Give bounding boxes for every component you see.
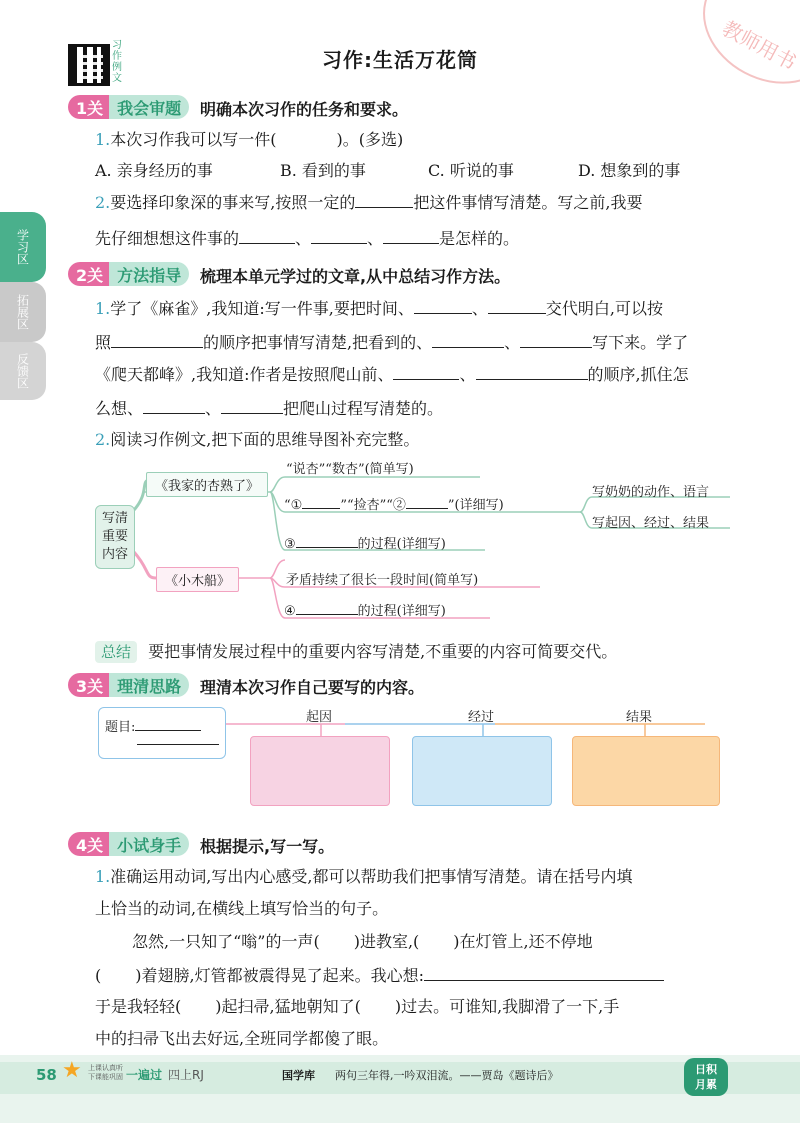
blank[interactable] xyxy=(111,330,203,348)
s1-q1: 1.本次习作我可以写一件( )。(多选) xyxy=(95,130,404,149)
mm-b1-right2: 写起因、经过、结果 xyxy=(592,516,710,531)
section1-desc: 明确本次习作的任务和要求。 xyxy=(200,100,409,119)
section2-number: 2关 xyxy=(68,262,109,286)
daily-badge: 日积 月累 xyxy=(684,1058,728,1096)
section3-number: 3关 xyxy=(68,673,109,697)
blank[interactable] xyxy=(311,226,367,244)
tab-study[interactable]: 学习区 xyxy=(0,212,46,282)
section4-desc: 根据提示,写一写。 xyxy=(200,837,335,856)
teacher-stamp: 教师用书 xyxy=(682,0,800,106)
s2-q1-line2: 照 的顺序把事情写清楚,把看到的、 、 写下来。学了 xyxy=(95,330,688,355)
section2-desc: 梳理本单元学过的文章,从中总结习作方法。 xyxy=(200,267,511,286)
blank[interactable] xyxy=(393,362,459,380)
section2-badge xyxy=(68,262,189,286)
cause-box[interactable] xyxy=(250,736,390,806)
s2-q1-line1: 1.学了《麻雀》,我知道:写一件事,要把时间、 、 交代明白,可以按 xyxy=(95,296,663,321)
mm-b1-line2: “① ”“捡杏”“② ”(详细写) xyxy=(284,494,504,513)
book-boat: 《小木船》 xyxy=(156,567,239,592)
passage-line3: 于是我轻轻( )起扫帚,猛地朝知了( )过去。可谁知,我脚滑了一下,手 xyxy=(95,997,620,1016)
blank[interactable] xyxy=(296,601,358,615)
summary-label: 总结 xyxy=(95,641,137,663)
mind-map-center: 写清重要内容 xyxy=(95,505,135,569)
section1-name: 我会审题 xyxy=(109,95,189,119)
s2-q1-line4: 么想、 、 把爬山过程写清楚的。 xyxy=(95,396,443,421)
blank[interactable] xyxy=(520,330,592,348)
blank[interactable] xyxy=(143,396,205,414)
summary-text: 要把事情发展过程中的重要内容写清楚,不重要的内容可简要交代。 xyxy=(148,642,618,661)
s1-option-c: C. 听说的事 xyxy=(428,161,514,180)
lib-label: 国学库 xyxy=(282,1069,315,1082)
page-title: 习作:生活万花筒 xyxy=(322,48,478,72)
result-label: 结果 xyxy=(626,710,653,725)
s1-q2-line1: 2.要选择印象深的事来写,按照一定的 把这件事情写清楚。写之前,我要 xyxy=(95,190,642,215)
summary xyxy=(95,640,617,664)
blank[interactable] xyxy=(414,296,472,314)
section3-desc: 理清本次习作自己要写的内容。 xyxy=(200,678,425,697)
section4-badge xyxy=(68,832,189,856)
mm-b2-line1: 矛盾持续了很长一段时间(简单写) xyxy=(286,573,479,588)
star-icon: ★ xyxy=(62,1058,82,1083)
s1-q2-line2: 先仔细想想这件事的 、 、 是怎样的。 xyxy=(95,226,519,251)
s4-q1-line1: 1.准确运用动词,写出内心感受,都可以帮助我们把事情写清楚。请在括号内填 xyxy=(95,867,633,886)
blank[interactable] xyxy=(406,495,448,509)
process-label: 经过 xyxy=(468,710,495,725)
passage-line4: 中的扫帚飞出去好远,全班同学都傻了眼。 xyxy=(95,1029,389,1048)
s1-option-a: A. 亲身经历的事 xyxy=(95,161,213,180)
mm-b1-right1: 写奶奶的动作、语言 xyxy=(592,485,710,500)
s1-option-b: B. 看到的事 xyxy=(280,161,366,180)
section2-name: 方法指导 xyxy=(109,262,189,286)
section3-name: 理清思路 xyxy=(109,673,189,697)
blank[interactable] xyxy=(476,362,588,380)
blank[interactable] xyxy=(302,495,340,509)
s4-q1-line2: 上恰当的动词,在横线上填写恰当的句子。 xyxy=(95,899,389,918)
brand-name: 一遍过 xyxy=(126,1068,163,1082)
passage-line2: ( )着翅膀,灯管都被震得晃了起来。我心想: xyxy=(95,963,664,988)
mm-b1-line1: “说杏”“数杏”(简单写) xyxy=(286,462,414,477)
footer-quote: 两句三年得,一吟双泪流。——贾岛《题诗后》 xyxy=(335,1069,559,1082)
blank[interactable] xyxy=(488,296,546,314)
blank[interactable] xyxy=(355,190,413,208)
section3-badge xyxy=(68,673,189,697)
cause-label: 起因 xyxy=(306,710,333,725)
section4-name: 小试身手 xyxy=(109,832,189,856)
mm-b2-line2: ④ 的过程(详细写) xyxy=(284,600,446,619)
blank[interactable] xyxy=(239,226,295,244)
page-number: 58 xyxy=(36,1066,57,1084)
mm-b1-line3: ③ 的过程(详细写) xyxy=(284,533,446,552)
s1-option-d: D. 想象到的事 xyxy=(578,161,681,180)
book-apricot: 《我家的杏熟了》 xyxy=(146,472,268,497)
title-box[interactable]: 题目: xyxy=(98,707,226,759)
section1-badge xyxy=(68,95,189,119)
qr-label: 习作例文 xyxy=(112,40,122,84)
s2-q1-line3: 《爬天都峰》,我知道:作者是按照爬山前、 、 的顺序,抓住怎 xyxy=(95,362,689,387)
tab-extension[interactable]: 拓展区 xyxy=(0,282,46,342)
s2-q2: 2.阅读习作例文,把下面的思维导图补充完整。 xyxy=(95,430,420,449)
result-box[interactable] xyxy=(572,736,720,806)
blank[interactable] xyxy=(221,396,283,414)
answer-line[interactable] xyxy=(424,963,664,981)
passage-line1: 忽然,一只知了“嗡”的一声( )进教室,( )在灯管上,还不停地 xyxy=(132,932,593,951)
tab-feedback[interactable]: 反馈区 xyxy=(0,342,46,400)
blank[interactable] xyxy=(383,226,439,244)
section1-number: 1关 xyxy=(68,95,109,119)
blank[interactable] xyxy=(432,330,504,348)
process-box[interactable] xyxy=(412,736,552,806)
grade-label: 四上RJ xyxy=(168,1068,204,1082)
blank[interactable] xyxy=(296,534,358,548)
section4-number: 4关 xyxy=(68,832,109,856)
footer-slogan: 上课认真听 下课能巩固 xyxy=(88,1064,123,1081)
